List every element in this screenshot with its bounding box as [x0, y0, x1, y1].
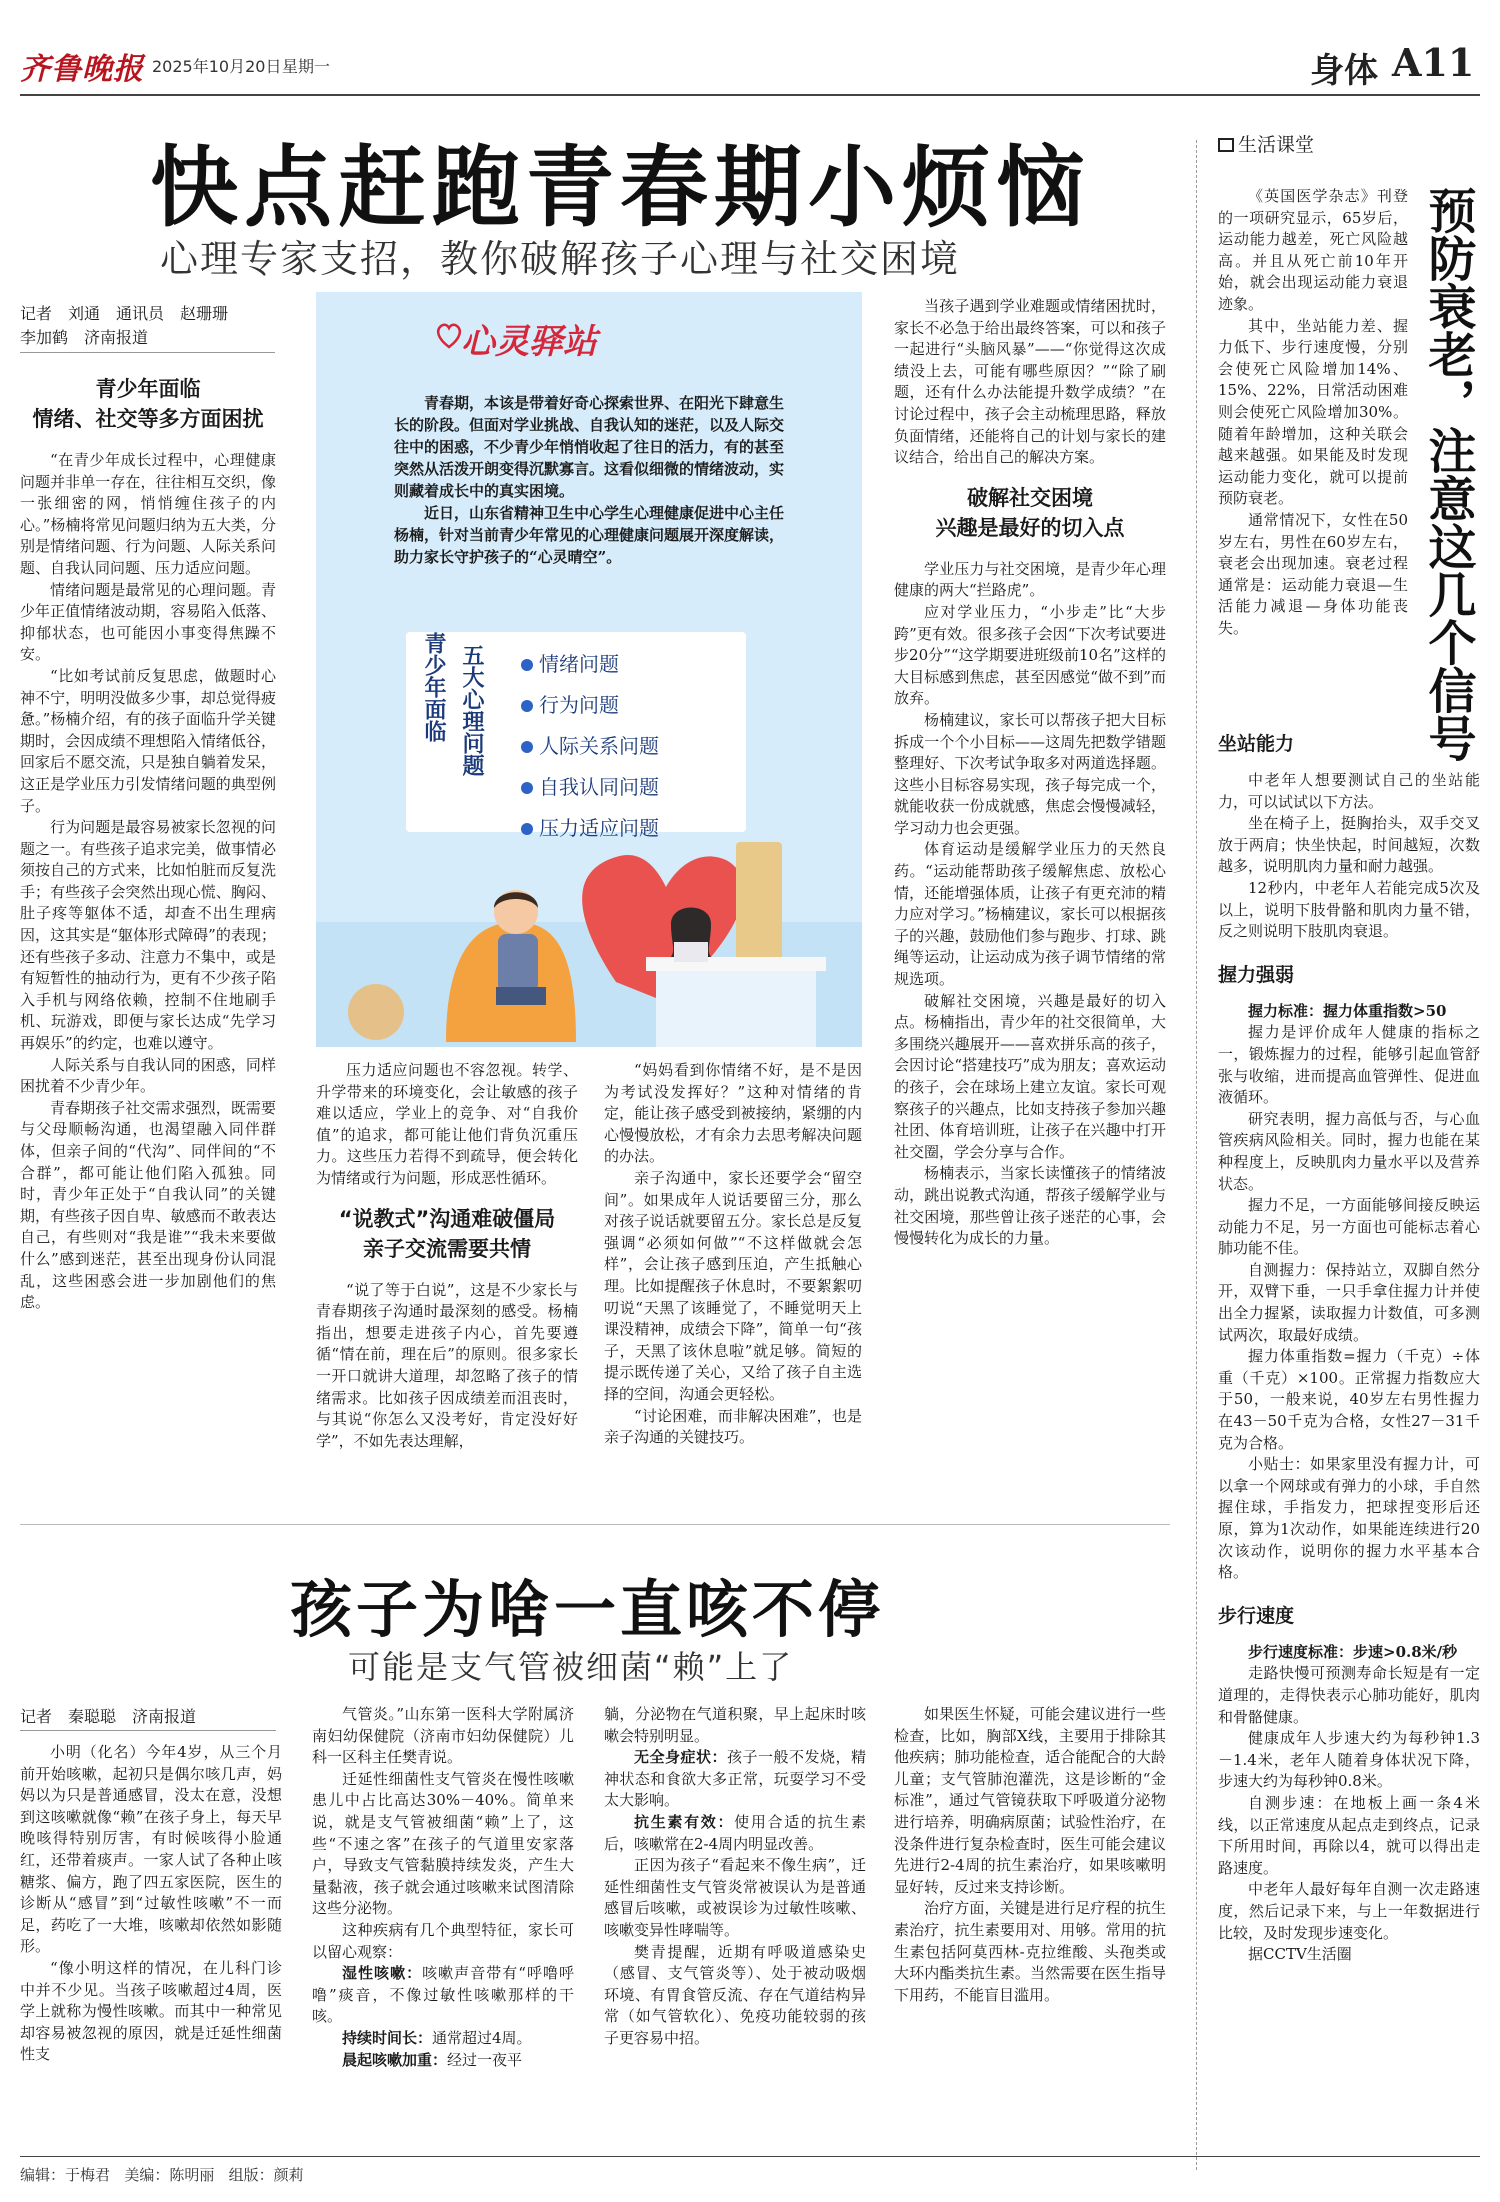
column-label: 生活课堂 — [1218, 130, 1314, 157]
paragraph: 中老年人想要测试自己的坐站能力，可以试试以下方法。 — [1218, 771, 1480, 811]
list-item: 情绪问题 — [521, 644, 659, 685]
paragraph: 无全身症状：孩子一般不发烧，精神状态和食欲大多正常，玩耍学习不受太大影响。 — [604, 1748, 866, 1810]
article3-subtitle: 可能是支气管被细菌“赖”上了 — [348, 1648, 794, 1686]
list-item: 压力适应问题 — [521, 808, 659, 849]
section3-heading: 破解社交困境 兴趣是最好的切入点 — [935, 485, 1125, 540]
paragraph: 抗生素有效：使用合适的抗生素后，咳嗽常在2-4周内明显改善。 — [604, 1812, 866, 1853]
byline-rule — [20, 352, 275, 353]
paragraph: 自测步速：在地板上画一条4米线，以正常速度从起点走到终点，记录下所用时间，再除以4，就可以得出走路速度。 — [1218, 1793, 1480, 1877]
paragraph: “在青少年成长过程中，心理健康问题并非单一存在，往往相互交织，像一张细密的网，悄悄缠住孩子的内心。”杨楠将常见问题归纳为五大类，分别是情绪问题、行为问题、人际关系问题、自我认同问题、压力适应问题。 — [20, 451, 276, 577]
paragraph: “比如考试前反复思虑，做题时心神不宁，明明没做多少事，却总觉得疲惫。”杨楠介绍，有的孩子面临升学关键期时，会因成绩不理想陷入情绪低谷，回家后不愿交流，只是独自躺着发呆，这正是学业压力引发情绪问题的典型例子。 — [20, 666, 276, 815]
paragraph: 走路快慢可预测寿命长短是有一定道理的，走得快表示心肺功能好，肌肉和骨骼健康。 — [1218, 1664, 1480, 1726]
article3-column-4 — [894, 1704, 1166, 2142]
paragraph: 坐在椅子上，挺胸抬头，双手交叉放于两肩；快坐快起，时间越短，次数越多，说明肌肉力量和耐力越强。 — [1218, 814, 1480, 876]
paragraph: 躺，分泌物在气道积聚，早上起床时咳嗽会特别明显。 — [604, 1705, 866, 1745]
paragraph: 研究表明，握力高低与否，与心血管疾病风险相关。同时，握力也能在某种程度上，反映肌肉力量水平以及营养状态。 — [1218, 1109, 1480, 1193]
paragraph: 握力不足，一方面能够间接反映运动能力不足，另一方面也可能标志着心肺功能不佳。 — [1218, 1196, 1480, 1258]
sidebar-divider — [1196, 140, 1197, 2170]
heart-icon — [434, 320, 464, 350]
masthead-logo: 齐鲁晚报 — [20, 52, 144, 87]
paragraph: 迁延性细菌性支气管炎在慢性咳嗽患儿中占比高达30%－40%。简单来说，就是支气管被细菌“赖”上了，这些“不速之客”在孩子的气道里安家落户，导致支气管黏膜持续发炎，产生大量黏液，孩子就会通过咳嗽来试图清除这些分泌物。 — [312, 1769, 574, 1918]
issue-weekday: 星期一 — [282, 57, 331, 76]
illustration-card — [316, 292, 862, 1047]
list-item: 人际关系问题 — [521, 726, 659, 767]
sit-stand-heading: 坐站能力 — [1218, 733, 1295, 755]
paragraph: 情绪问题是最常见的心理问题。青少年正值情绪波动期，容易陷入低落、抑郁状态，也可能因小事变得焦躁不安。 — [20, 580, 276, 664]
section1-heading: 青少年面临 情绪、社交等多方面困扰 — [32, 377, 264, 431]
paragraph: 握力体重指数=握力（千克）÷体重（千克）×100。正常握力指数应大于50，一般来说，40岁左右男性握力在43－50千克为合格，女性27－31千克为合格。 — [1218, 1347, 1480, 1452]
paragraph: 亲子沟通中，家长还要学会“留空间”。如果成年人说话要留三分，那么对孩子说话就要留五分。家长总是反复强调“必须如何做”“不这样做就会怎样”，会让孩子感到压迫，产生抵触心理。比如提醒孩子休息时，不要絮絮叨叨说“天黑了该睡觉了，不睡觉明天上课没精神，成绩会下降”，简单一句“孩子，天黑了该休息啦”就足够。简短的提示既传递了关心，又给了孩子自主选择的空间，沟通会更轻松。 — [604, 1168, 862, 1403]
vertical-title-main: 五大心理问题 — [459, 644, 484, 776]
paragraph: 握力是评价成年人健康的指标之一，锻炼握力的过程，能够引起血管舒张与收缩，进而提高血管弹性、促进血液循环。 — [1218, 1023, 1480, 1107]
paragraph: 正因为孩子“看起来不像生病”，迁延性细菌性支气管炎常被误认为是普通感冒后咳嗽，或被误诊为过敏性咳嗽、咳嗽变异性哮喘等。 — [604, 1856, 866, 1939]
article3-column-3 — [604, 1704, 866, 2142]
paragraph: 如果医生怀疑，可能会建议进行一些检查，比如，胸部X线，主要用于排除其他疾病；肺功能检查，适合能配合的大龄儿童；支气管肺泡灌洗，这是诊断的“金标准”，通过气管镜获取下呼吸道分泌物进行培养，明确病原菌；试验性治疗，在没条件进行复杂检查时，医生可能会建议先进行2-4周的抗生素治疗，如果咳嗽明显好转，反过来支持诊断。 — [894, 1705, 1166, 1896]
designer-credit: 美编：陈明丽 — [124, 2166, 215, 2184]
byline-line-1: 记者 刘通 通讯员 赵珊珊 — [20, 304, 229, 323]
article1-title: 快点赶跑青春期小烦恼 — [150, 135, 1091, 239]
paragraph: 行为问题是最容易被家长忽视的问题之一。有些孩子追求完美，做事情必须按自己的方式来，比如怕脏而反复洗手；有些孩子会突然出现心慌、胸闷、肚子疼等躯体不适，却查不出生理病因，这其实是“躯体形式障碍”的表现；还有些孩子多动、注意力不集中，或是有短暂性的抽动行为，更有不少孩子陷入手机与网络依赖，控制不住地刷手机、玩游戏，即便与家长达成“先学习再娱乐”的约定，也难以遵守。 — [20, 818, 276, 1053]
walk-heading: 步行速度 — [1218, 1604, 1295, 1627]
grip-heading: 握力强弱 — [1218, 963, 1295, 986]
walk-standard: 步行速度标准：步速>0.8米/秒 — [1248, 1642, 1458, 1661]
paragraph: 小明（化名）今年4岁，从三个月前开始咳嗽，起初只是偶尔咳几声，妈妈以为只是普通感冒，没太在意，没想到这咳嗽就像“赖”在孩子身上，每天早晚咳得特别厉害，有时候咳得小脸通红，还带着痰声。一家人试了各种止咳糖浆、偏方，跑了四五家医院，医生的诊断从“感冒”到“过敏性咳嗽”不一而足，药吃了一大堆，咳嗽却依然如影随形。 — [20, 1743, 282, 1956]
article3-column-2 — [312, 1704, 574, 2142]
article2-title: 预防衰老，注意这几个信号 — [1420, 186, 1476, 762]
card-intro: 青春期，本该是带着好奇心探索世界、在阳光下肆意生长的阶段。但面对学业挑战、自我认知的迷茫，以及人际交往中的困惑，不少青少年悄悄收起了往日的活力，有的甚至突然从活泼开朗变得沉默寡言。这看似细微的情绪波动，实则藏着成长中的真实困境。 近日，山东省精神卫生中心学生心理健康促进中心主任杨楠，针对当前青少年常见的心理健康问题展开深度解读，助力家长守护孩子的“心灵晴空”。 — [394, 394, 785, 566]
paragraph: 人际关系与自我认同的困惑，同样困扰着不少青少年。 — [20, 1055, 276, 1096]
list-item: 行为问题 — [521, 685, 659, 726]
article3-byline: 记者 秦聪聪 济南报道 — [20, 1707, 197, 1726]
section-name: 身体 — [1310, 51, 1378, 91]
paragraph: 通常情况下，女性在50岁左右，男性在60岁左右，衰老会出现加速。衰老过程通常是：运动能力衰退—生活能力减退—身体功能丧失。 — [1218, 510, 1408, 637]
article1-column-1 — [20, 360, 276, 1480]
article2-intro — [1218, 186, 1408, 706]
article1-subtitle: 心理专家支招，教你破解孩子心理与社交困境 — [160, 237, 961, 281]
vertical-title-sub: 青少年面临 — [421, 632, 446, 742]
card-logo: 心灵驿站 — [461, 322, 597, 362]
paragraph: 气管炎。”山东第一医科大学附属济南妇幼保健院（济南市妇幼保健院）儿科一区科主任樊青说。 — [312, 1705, 574, 1767]
paragraph: 樊青提醒，近期有呼吸道感染史（感冒、支气管炎等）、处于被动吸烟环境、有胃食管反流、存在气道结构异常（如气管软化）、免疫功能较弱的孩子更容易中招。 — [604, 1942, 866, 2047]
article2-body — [1218, 712, 1480, 2102]
paragraph: 青春期孩子社交需求强烈，既需要与父母顺畅沟通，也渴望融入同伴群体，但亲子间的“代沟”、同伴间的“不合群”，都可能让他们陷入孤独。同时，青少年正处于“自我认同”的关键期，有些孩子因自卑、敏感而不敢表达自己，有些则对“我是谁”“我未来要做什么”感到迷茫，甚至出现身份认同混乱，这些困惑会进一步加剧他们的焦虑。 — [20, 1098, 276, 1312]
footer-rule — [20, 2156, 1480, 2157]
paragraph: 中老年人最好每年自测一次走路速度，然后记录下来，与上一年数据进行比较，及时发现步速变化。 — [1218, 1880, 1480, 1942]
article3-top-rule — [20, 1524, 1170, 1525]
paragraph: “像小明这样的情况，在儿科门诊中并不少见。当孩子咳嗽超过4周，医学上就称为慢性咳嗽。而其中一种常见却容易被忽视的原因，就是迁延性细菌性支 — [20, 1958, 282, 2064]
paragraph: 自测握力：保持站立，双脚自然分开，双臂下垂，一只手拿住握力计并使出全力握紧，读取握力计数值，可多测试两次，取最好成绩。 — [1218, 1260, 1480, 1344]
paragraph: 小贴士：如果家里没有握力计，可以拿一个网球或有弹力的小球，手自然握住球，手指发力，把球捏变形后还原，算为1次动作，如果能连续进行20次该动作，说明你的握力水平基本合格。 — [1218, 1455, 1480, 1582]
article1-column-4 — [894, 296, 1166, 1516]
paragraph: 杨楠建议，家长可以帮孩子把大目标拆成一个个小目标——这周先把数学错题整理好、下次考试争取多对两道选择题。这些小目标容易实现，孩子每完成一个，就能收获一份成就感，焦虑会慢慢减轻，学习动力也会更强。 — [894, 710, 1166, 837]
paragraph: 治疗方面，关键是进行足疗程的抗生素治疗，抗生素要用对、用够。常用的抗生素包括阿莫西林-克拉维酸、头孢类或大环内酯类抗生素。当然需要在医生指导下用药，不能盲目滥用。 — [894, 1899, 1166, 2004]
article1-byline — [20, 302, 275, 350]
column-icon — [1218, 138, 1234, 152]
paragraph: 持续时间长：通常超过4周。 — [342, 2028, 532, 2047]
article3-column-1 — [20, 1742, 282, 2142]
paragraph: 这种疾病有几个典型特征，家长可以留心观察： — [312, 1920, 574, 1961]
paragraph: 其中，坐站能力差、握力低下、步行速度慢，分别会使死亡风险增加14%、15%、22%，日常活动困难则会使死亡风险增加30%。随着年龄增加，这种关联会越来越强。如果能及时发现运动能力变化，就可以提前预防衰老。 — [1218, 316, 1408, 508]
byline-line-2: 李加鹤 济南报道 — [20, 328, 149, 347]
counseling-illustration — [316, 832, 862, 1047]
grip-standard: 握力标准：握力体重指数>50 — [1248, 1001, 1447, 1020]
paragraph: 压力适应问题也不容忽视。转学、升学带来的环境变化，会让敏感的孩子难以适应，学业上的竞争、对“自我价值”的追求，都可能让他们背负沉重压力。这些压力若得不到疏导，便会转化为情绪或行为问题，形成恶性循环。 — [316, 1061, 578, 1187]
paragraph: “说了等于白说”，这是不少家长与青春期孩子沟通时最深刻的感受。杨楠指出，想要走进孩子内心，首先要遵循“情在前，理在后”的原则。很多家长一开口就讲大道理，却忽略了孩子的情绪需求。比如孩子因成绩差而沮丧时，与其说“你怎么又没考好，肯定没好好学”，不如先表达理解， — [316, 1280, 578, 1450]
article3-byline-rule — [20, 1730, 276, 1731]
list-item: 自我认同问题 — [521, 767, 659, 808]
problem-list — [521, 644, 659, 849]
issue-date: 2025年10月20日 — [152, 57, 282, 76]
paragraph: “妈妈看到你情绪不好，是不是因为考试没发挥好？”这种对情绪的肯定，能让孩子感受到被接纳，紧绷的内心慢慢放松，才有余力去思考解决问题的办法。 — [604, 1061, 862, 1166]
header-rule — [20, 94, 1480, 96]
paragraph: 破解社交困境，兴趣是最好的切入点。杨楠指出，青少年的社交很简单，大多围绕兴趣展开——喜欢拼乐高的孩子，会因讨论“搭建技巧”成为朋友；喜欢运动的孩子，会在球场上建立友谊。家长可观察孩子的兴趣点，比如支持孩子参加兴趣社团、体育培训班，让孩子在兴趣中打开社交圈，学会分享与合作。 — [894, 991, 1166, 1161]
footer-credits — [20, 2164, 304, 2185]
paragraph: 健康成年人步速大约为每秒钟1.3－1.4米，老年人随着身体状况下降，步速大约为每秒钟0.8米。 — [1218, 1729, 1480, 1791]
paragraph: 学业压力与社交困境，是青少年心理健康的两大“拦路虎”。 — [894, 559, 1166, 600]
paragraph: 12秒内，中老年人若能完成5次及以上，说明下肢骨骼和肌肉力量不错，反之则说明下肢肌肉衰退。 — [1218, 878, 1480, 941]
paragraph: “讨论困难，而非解决困难”，也是亲子沟通的关键技巧。 — [604, 1406, 862, 1447]
editor-credit: 编辑：于梅君 — [20, 2166, 111, 2184]
article1-column-2 — [316, 1060, 578, 1500]
article3-title: 孩子为啥一直咳不停 — [290, 1573, 885, 1646]
paragraph: 晨起咳嗽加重：经过一夜平 — [342, 2050, 523, 2069]
paragraph: 湿性咳嗽：咳嗽声音带有“呼噜呼噜”痰音，不像过敏性咳嗽那样的干咳。 — [312, 1964, 574, 2026]
paragraph: 当孩子遇到学业难题或情绪困扰时，家长不必急于给出最终答案，可以和孩子一起进行“头脑风暴”——“你觉得这次成绩没上去，可能有哪些原因？”“除了刷题，还有什么办法能提升数学成绩？”在讨论过程中，孩子会主动梳理思路，释放负面情绪，还能将自己的计划与家长的建议结合，给出自己的解决方案。 — [894, 297, 1166, 467]
article1-column-3 — [604, 1060, 862, 1500]
paragraph: 杨楠表示，当家长读懂孩子的情绪波动，跳出说教式沟通，帮孩子缓解学业与社交困境，那些曾让孩子迷茫的心事，会慢慢转化为成长的力量。 — [894, 1164, 1166, 1248]
section2-heading: “说教式”沟通难破僵局 亲子交流需要共情 — [338, 1206, 556, 1261]
paragraph: 体育运动是缓解学业压力的天然良药。“运动能帮助孩子缓解焦虑、放松心情，还能增强体质，让孩子有更充沛的精力应对学习。”杨楠建议，家长可以根据孩子的兴趣，鼓励他们参与跑步、打球、跳绳等运动，让运动成为孩子调节情绪的常规选项。 — [894, 840, 1166, 989]
layout-credit: 组版：颜莉 — [228, 2166, 304, 2184]
source-credit: 据CCTV生活圈 — [1248, 1945, 1352, 1964]
page-number: A11 — [1392, 40, 1475, 85]
paragraph: 《英国医学杂志》刊登的一项研究显示，65岁后，运动能力越差，死亡风险越高。并且从死亡前10年开始，就会出现运动能力衰退迹象。 — [1218, 187, 1408, 313]
paragraph: 应对学业压力，“小步走”比“大步跨”更有效。很多孩子会因“下次考试要进步20分”“这学期要进班级前10名”这样的大目标感到焦虑，甚至因感觉“做不到”而放弃。 — [894, 602, 1166, 708]
